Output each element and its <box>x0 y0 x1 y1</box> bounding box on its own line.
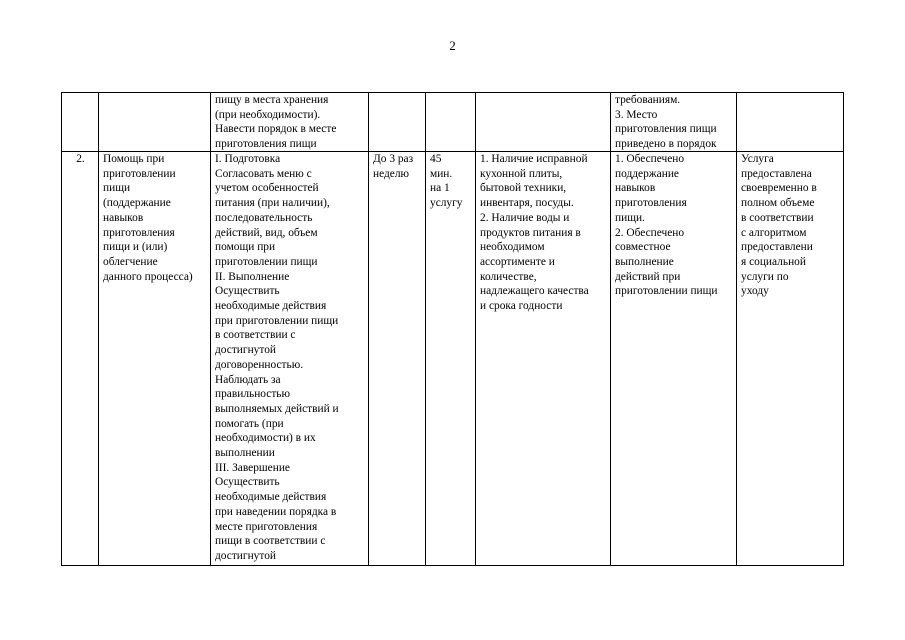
cell-text-line: 3. Место <box>615 108 658 121</box>
cell-text-line: 1. Наличие исправной <box>480 153 588 165</box>
cell-text-line: месте приготовления <box>215 520 318 533</box>
cell-frequency <box>369 152 426 566</box>
cell-text-line: приготовлении <box>103 167 176 180</box>
table-row-continued <box>62 93 844 152</box>
cell-text-line: надлежащего качества <box>480 285 589 298</box>
cell-text-line: выполняемых действий и <box>215 402 339 415</box>
cell-text-line: при приготовлении пищи <box>215 314 339 327</box>
cell-text-line: количестве, <box>480 270 537 283</box>
cell-text-line: Услуга <box>741 153 774 165</box>
cell-text-line: 2. Наличие воды и <box>480 211 570 224</box>
cell-frequency <box>369 93 426 152</box>
cell-text-line: навыков <box>615 182 656 195</box>
cell-text-line: приведено в порядок <box>615 138 717 151</box>
cell-text-line: действий при <box>615 270 681 283</box>
cell-text-line: III. Завершение <box>215 461 290 474</box>
cell-text-line: уходу <box>741 285 769 298</box>
cell-number <box>62 93 99 152</box>
cell-text-line: облегчение <box>103 255 158 268</box>
cell-text-line: ассортименте и <box>480 255 555 268</box>
cell-text-line: приготовления <box>103 226 175 239</box>
cell-text-line: Согласовать меню с <box>215 167 312 180</box>
cell-text-line: До 3 раз <box>373 153 414 165</box>
cell-text-line: неделю <box>373 167 410 180</box>
cell-text-line: поддержание <box>615 167 679 180</box>
cell-text-line: приготовлении пищи <box>615 285 718 298</box>
cell-conditions <box>476 93 611 152</box>
cell-text-line: полном объеме <box>741 197 815 210</box>
cell-service-name <box>99 93 211 152</box>
cell-text-line: в соответствии с <box>215 329 296 342</box>
cell-evaluation <box>737 152 844 566</box>
cell-text-line: Помощь при <box>103 153 165 165</box>
cell-text-line: в соответствии <box>741 211 814 224</box>
cell-text-line: учетом особенностей <box>215 182 319 195</box>
cell-text-line: требованиям. <box>615 94 681 106</box>
cell-service-name <box>99 152 211 566</box>
cell-text-line: пищи. <box>615 211 645 224</box>
cell-duration <box>426 152 476 566</box>
cell-text-line: достигнутой <box>215 549 276 562</box>
cell-text-line: Осуществить <box>215 476 280 489</box>
cell-text-line: пищи в соответствии с <box>215 535 326 548</box>
cell-text-line: 2. Обеспечено <box>615 226 685 239</box>
cell-text-line: данного процесса) <box>103 270 193 283</box>
service-standard-table <box>61 92 844 566</box>
cell-text-line: совместное <box>615 241 671 254</box>
cell-result-indicators <box>611 152 737 566</box>
cell-text-line: услугу <box>430 197 463 210</box>
cell-text-line: услуги по <box>741 270 789 283</box>
page-number: 2 <box>449 38 456 53</box>
cell-evaluation <box>737 93 844 152</box>
cell-text-line: при наведении порядка в <box>215 505 337 518</box>
cell-text-line: Наблюдать за <box>215 373 281 386</box>
cell-text-line: необходимые действия <box>215 491 327 504</box>
cell-text-line: пищи <box>103 182 131 195</box>
cell-text-line: необходимости) в их <box>215 432 316 445</box>
cell-text-line: бытовой техники, <box>480 182 567 195</box>
cell-text-line: необходимом <box>480 241 545 254</box>
cell-text-line: помощи при <box>215 241 276 254</box>
cell-text-line: 45 <box>430 153 442 165</box>
cell-duration <box>426 93 476 152</box>
cell-text-line: правильностью <box>215 388 291 401</box>
cell-text-line: мин. <box>430 167 453 180</box>
table-row-service-2 <box>62 152 844 566</box>
cell-text-line: предоставлени <box>741 241 813 254</box>
cell-text-line: II. Выполнение <box>215 270 290 283</box>
cell-text-line: помогать (при <box>215 417 284 430</box>
cell-text-line: приготовления пищи <box>615 123 717 136</box>
cell-text-line: выполнении <box>215 447 275 460</box>
cell-number <box>62 152 99 566</box>
cell-text-line: на 1 <box>430 182 450 195</box>
cell-text-line: Навести порядок в месте <box>215 123 337 136</box>
cell-text-line: пищи и (или) <box>103 241 168 254</box>
cell-text-line: действий, вид, объем <box>215 226 318 239</box>
cell-text-line: своевременно в <box>741 182 817 195</box>
cell-text-line: 1. Обеспечено <box>615 153 685 165</box>
cell-text-line: инвентаря, посуды. <box>480 197 574 210</box>
cell-text-line: приготовления <box>615 197 687 210</box>
cell-text-line: договоренностью. <box>215 358 304 371</box>
cell-text-line: приготовления пищи <box>215 138 317 151</box>
cell-text-line: последовательность <box>215 211 313 224</box>
cell-text-line: приготовлении пищи <box>215 255 318 268</box>
cell-text-line: я социальной <box>741 255 806 268</box>
cell-conditions <box>476 152 611 566</box>
cell-text-line: (при необходимости). <box>215 108 321 121</box>
cell-procedure <box>211 93 369 152</box>
cell-text-line: необходимые действия <box>215 300 327 313</box>
cell-text-line: с алгоритмом <box>741 226 807 239</box>
cell-text-line: выполнение <box>615 255 674 268</box>
cell-text-line: предоставлена <box>741 167 812 180</box>
cell-text-line: кухонной плиты, <box>480 167 563 180</box>
cell-text-line: I. Подготовка <box>215 153 281 165</box>
cell-procedure <box>211 152 369 566</box>
cell-text-line: продуктов питания в <box>480 226 581 239</box>
cell-text-line: и срока годности <box>480 300 563 313</box>
cell-text-line: достигнутой <box>215 344 276 357</box>
row-number: 2. <box>76 153 85 165</box>
cell-text-line: (поддержание <box>103 197 171 210</box>
cell-text-line: навыков <box>103 211 144 224</box>
cell-text-line: Осуществить <box>215 285 280 298</box>
cell-text-line: пищу в места хранения <box>215 94 329 106</box>
cell-text-line: питания (при наличии), <box>215 197 330 210</box>
cell-result-indicators <box>611 93 737 152</box>
